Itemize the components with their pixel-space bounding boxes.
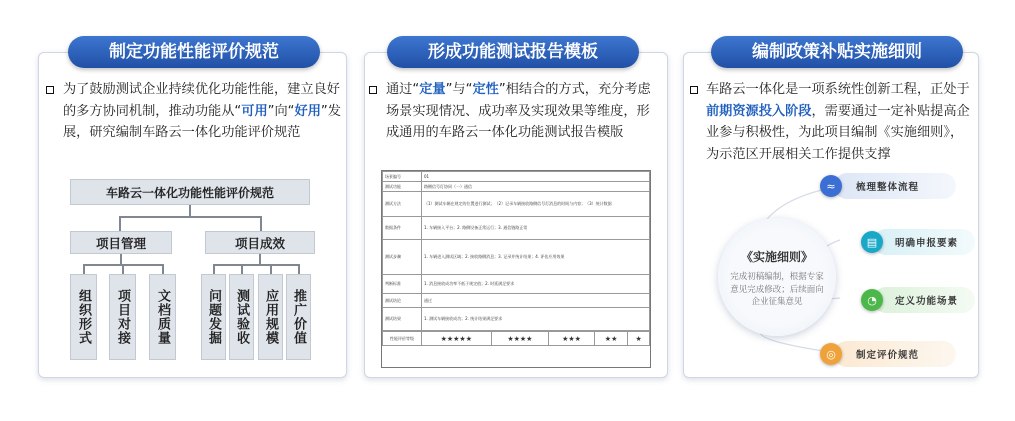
org-group-management: 项目管理 xyxy=(70,231,172,254)
step-declaration-elements: 明确申报要素 xyxy=(873,229,975,255)
panel-1-text: 为了鼓励测试企业持续优化功能性能，建立良好的多方协同机制，推动功能从“可用”向“好用”发展，研究编制车路云一体化功能评价规范 xyxy=(63,82,341,140)
report-template-image xyxy=(381,170,651,368)
org-group-results: 项目成效 xyxy=(205,231,315,254)
chart-icon: ≈ xyxy=(820,175,842,197)
table-row: 场景编号 01 xyxy=(383,172,650,182)
org-leaf: 应用规模 xyxy=(258,274,283,360)
table-row: 测试功能 路侧信号灯协同（一）通信 xyxy=(383,182,650,192)
table-row: 判断标准 1. 消息接收成功率不低于规定值；2. 时延满足要求 xyxy=(383,275,650,294)
org-leaf: 组织形式 xyxy=(70,274,97,360)
step-evaluation-spec: 制定评价规范 xyxy=(834,341,956,367)
star-rating-row: 性能评价等级 ★★★★★ ★★★★ ★★★ ★★ ★ xyxy=(382,331,650,346)
table-row: 测试结论 通过 xyxy=(383,294,650,308)
step-overall-process: 梳理整体流程 xyxy=(834,173,956,199)
table-row: 测试方法 （1）测试车辆在规定的位置进行测试；（2）记录车辆接收路侧信号灯消息的时间与内容；（3）统计数据 xyxy=(383,192,650,217)
center-title: 《实施细则》 xyxy=(740,250,813,264)
bullet-square xyxy=(369,86,377,94)
pie-icon: ◔ xyxy=(861,289,883,311)
list-icon: ▤ xyxy=(861,231,883,253)
org-leaf: 项目对接 xyxy=(109,274,136,360)
table-row: 测试步骤 1. 车辆进入测试区域；2. 接收路侧消息；3. 记录并统计结果；4. 评估应用效果 xyxy=(383,240,650,275)
panel-2-text: 通过“定量”与“定性”相结合的方式，充分考虑场景实现情况、成功率及实现效果等维度，形成通用的车路云一体化功能测试报告模版 xyxy=(386,82,651,140)
table-row: 测试结果 1. 测试车辆接收成功；2. 统计结果满足要求 xyxy=(383,308,650,331)
bullet-square xyxy=(46,86,54,94)
table-row: 数据条件 1. 车辆接入平台；2. 路侧设备正常运行；3. 通信链路正常 xyxy=(383,217,650,240)
bullet-square xyxy=(690,86,698,94)
target-icon: ◎ xyxy=(820,343,842,365)
center-description: 完成初稿编制，根据专家意见完成修改；后续面向企业征集意见 xyxy=(730,272,824,307)
org-leaf: 文档质量 xyxy=(149,274,176,360)
panel-1-title: 制定功能性能评价规范 xyxy=(68,36,320,68)
org-leaf: 测试验收 xyxy=(229,274,254,360)
panel-2-title: 形成功能测试报告模板 xyxy=(387,36,639,68)
org-leaf: 问题发掘 xyxy=(201,274,226,360)
panel-3-text: 车路云一体化是一项系统性创新工程，正处于前期资源投入阶段，需要通过一定补贴提高企业参与积极性，为此项目编制《实施细则》，为示范区开展相关工作提供支撑 xyxy=(706,82,970,162)
panel-3-title: 编制政策补贴实施细则 xyxy=(711,36,963,68)
org-root: 车路云一体化功能性能评价规范 xyxy=(70,179,310,205)
step-function-scenarios: 定义功能场景 xyxy=(873,287,975,313)
org-leaf: 推广价值 xyxy=(286,274,311,360)
